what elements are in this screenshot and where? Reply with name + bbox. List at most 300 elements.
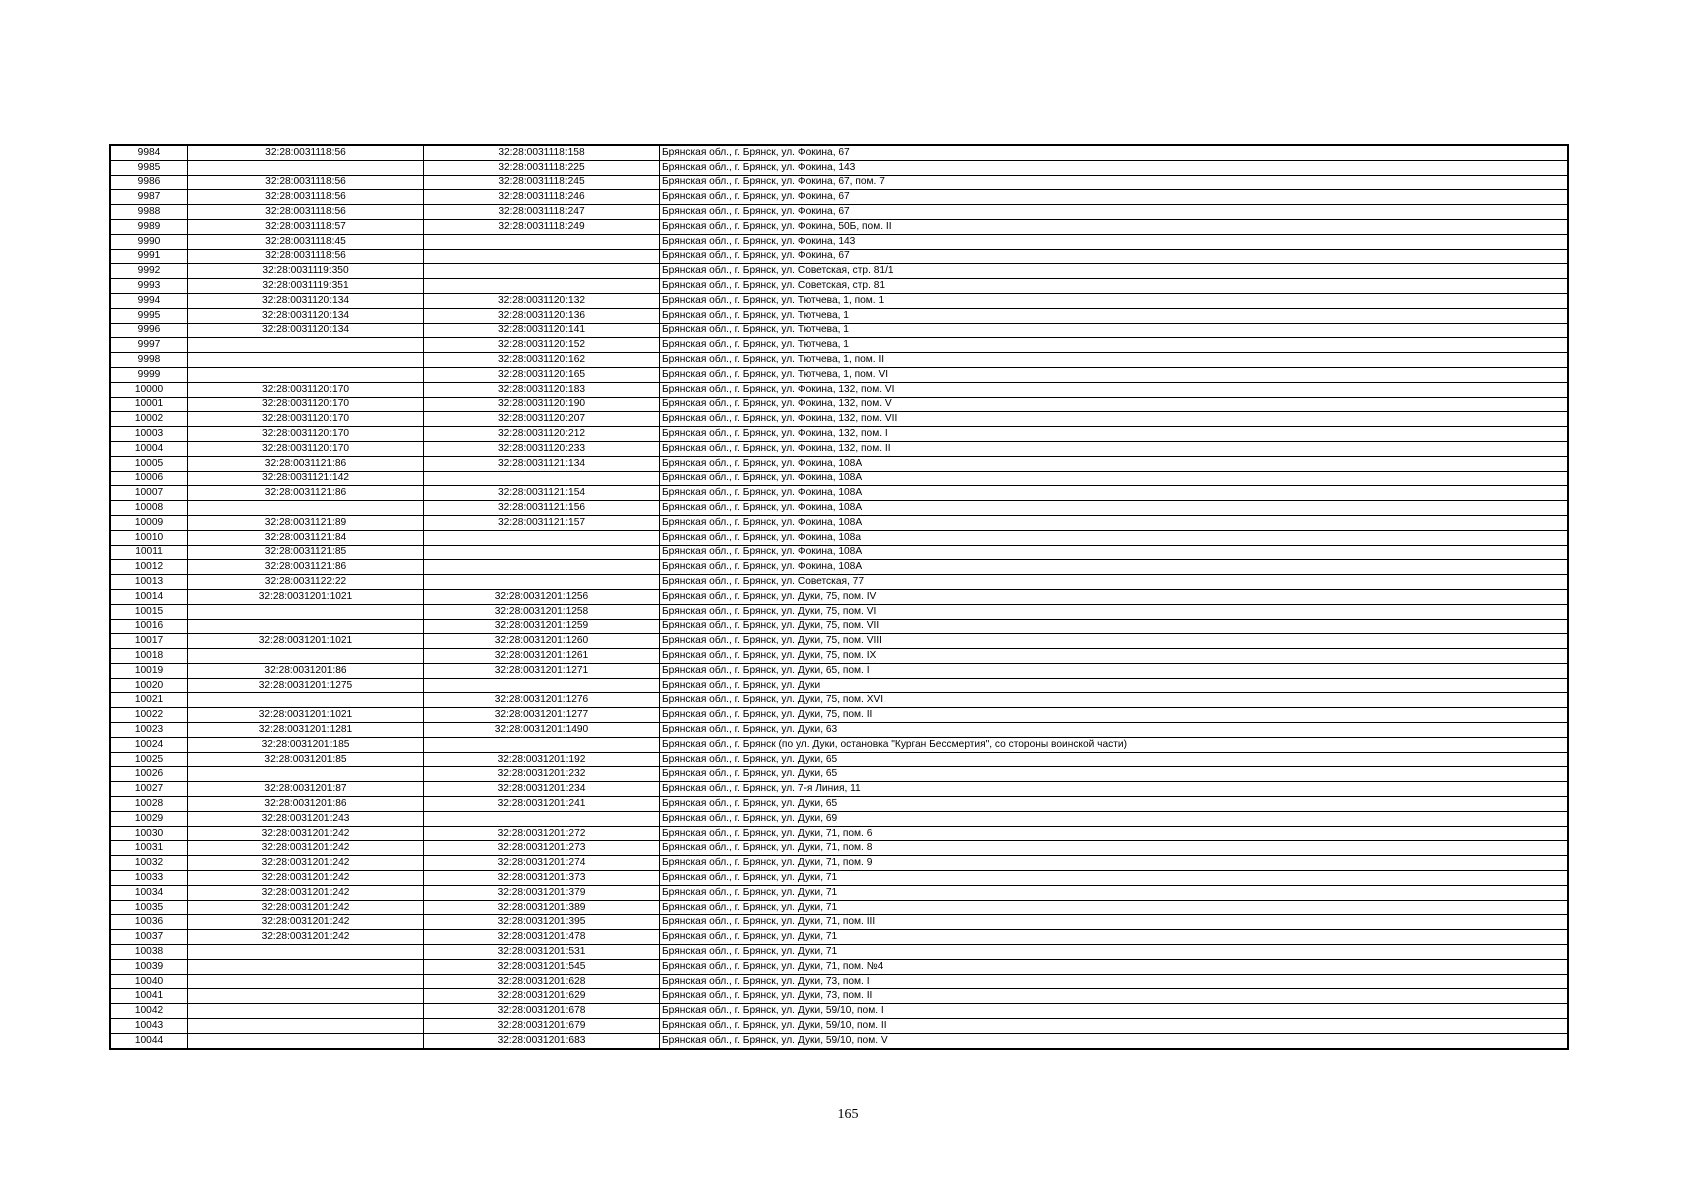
- parcel-number-cell: 32:28:0031121:89: [188, 515, 424, 530]
- row-number-cell: 10039: [110, 959, 188, 974]
- address-cell: Брянская обл., г. Брянск, ул. Фокина, 132, пом. VII: [660, 412, 1569, 427]
- address-cell: Брянская обл., г. Брянск, ул. Тютчева, 1, пом. VI: [660, 367, 1569, 382]
- object-number-cell: 32:28:0031201:274: [424, 856, 660, 871]
- address-cell: Брянская обл., г. Брянск, ул. Фокина, 143: [660, 234, 1569, 249]
- parcel-number-cell: 32:28:0031201:242: [188, 826, 424, 841]
- object-number-cell: 32:28:0031118:246: [424, 190, 660, 205]
- address-cell: Брянская обл., г. Брянск, ул. Фокина, 67, пом. 7: [660, 175, 1569, 190]
- object-number-cell: 32:28:0031121:134: [424, 456, 660, 471]
- object-number-cell: 32:28:0031201:273: [424, 841, 660, 856]
- row-number-cell: 10024: [110, 737, 188, 752]
- row-number-cell: 10043: [110, 1019, 188, 1034]
- parcel-number-cell: [188, 959, 424, 974]
- table-row: [110, 989, 1568, 1004]
- parcel-number-cell: 32:28:0031121:86: [188, 486, 424, 501]
- address-cell: Брянская обл., г. Брянск, ул. Дуки, 75, пом. VI: [660, 604, 1569, 619]
- parcel-number-cell: 32:28:0031118:56: [188, 175, 424, 190]
- table-row: [110, 456, 1568, 471]
- object-number-cell: 32:28:0031201:1258: [424, 604, 660, 619]
- row-number-cell: 10007: [110, 486, 188, 501]
- table-row: [110, 205, 1568, 220]
- object-number-cell: 32:28:0031120:136: [424, 308, 660, 323]
- property-table-body: [110, 145, 1568, 1049]
- object-number-cell: [424, 234, 660, 249]
- row-number-cell: 9998: [110, 353, 188, 368]
- address-cell: Брянская обл., г. Брянск, ул. Фокина, 108А: [660, 471, 1569, 486]
- address-cell: Брянская обл., г. Брянск, ул. Дуки: [660, 678, 1569, 693]
- table-row: [110, 811, 1568, 826]
- address-cell: Брянская обл., г. Брянск, ул. Дуки, 65: [660, 767, 1569, 782]
- row-number-cell: 10000: [110, 382, 188, 397]
- table-row: [110, 885, 1568, 900]
- object-number-cell: 32:28:0031201:679: [424, 1019, 660, 1034]
- address-cell: Брянская обл., г. Брянск, ул. Тютчева, 1, пом. II: [660, 353, 1569, 368]
- object-number-cell: 32:28:0031120:212: [424, 427, 660, 442]
- object-number-cell: 32:28:0031201:373: [424, 871, 660, 886]
- row-number-cell: 9992: [110, 264, 188, 279]
- table-row: [110, 486, 1568, 501]
- table-row: [110, 1004, 1568, 1019]
- page-number: 165: [837, 1107, 859, 1122]
- parcel-number-cell: 32:28:0031118:45: [188, 234, 424, 249]
- row-number-cell: 10027: [110, 782, 188, 797]
- row-number-cell: 10009: [110, 515, 188, 530]
- address-cell: Брянская обл., г. Брянск, ул. Фокина, 67: [660, 205, 1569, 220]
- table-row: [110, 382, 1568, 397]
- row-number-cell: 10033: [110, 871, 188, 886]
- address-cell: Брянская обл., г. Брянск, ул. Фокина, 108а: [660, 530, 1569, 545]
- table-row: [110, 1033, 1568, 1048]
- row-number-cell: 10017: [110, 634, 188, 649]
- row-number-cell: 10021: [110, 693, 188, 708]
- row-number-cell: 10042: [110, 1004, 188, 1019]
- table-row: [110, 663, 1568, 678]
- table-row: [110, 782, 1568, 797]
- parcel-number-cell: 32:28:0031121:86: [188, 456, 424, 471]
- object-number-cell: 32:28:0031201:1260: [424, 634, 660, 649]
- object-number-cell: 32:28:0031120:152: [424, 338, 660, 353]
- address-cell: Брянская обл., г. Брянск, ул. Тютчева, 1, пом. 1: [660, 293, 1569, 308]
- parcel-number-cell: 32:28:0031119:350: [188, 264, 424, 279]
- address-cell: Брянская обл., г. Брянск, ул. Дуки, 75, пом. VIII: [660, 634, 1569, 649]
- parcel-number-cell: 32:28:0031121:85: [188, 545, 424, 560]
- object-number-cell: 32:28:0031118:247: [424, 205, 660, 220]
- address-cell: Брянская обл., г. Брянск (по ул. Дуки, остановка "Курган Бессмертия", со стороны воинской части): [660, 737, 1569, 752]
- parcel-number-cell: [188, 989, 424, 1004]
- address-cell: Брянская обл., г. Брянск, ул. Дуки, 75, пом. XVI: [660, 693, 1569, 708]
- table-row: [110, 412, 1568, 427]
- address-cell: Брянская обл., г. Брянск, ул. Дуки, 73, пом. I: [660, 974, 1569, 989]
- address-cell: Брянская обл., г. Брянск, ул. Фокина, 67: [660, 145, 1569, 160]
- table-row: [110, 234, 1568, 249]
- address-cell: Брянская обл., г. Брянск, ул. Фокина, 132, пом. V: [660, 397, 1569, 412]
- table-row: [110, 545, 1568, 560]
- row-number-cell: 10026: [110, 767, 188, 782]
- address-cell: Брянская обл., г. Брянск, ул. Дуки, 65, пом. I: [660, 663, 1569, 678]
- table-row: [110, 604, 1568, 619]
- row-number-cell: 10005: [110, 456, 188, 471]
- address-cell: Брянская обл., г. Брянск, ул. Дуки, 75, пом. IX: [660, 649, 1569, 664]
- table-row: [110, 575, 1568, 590]
- row-number-cell: 10030: [110, 826, 188, 841]
- parcel-number-cell: 32:28:0031118:57: [188, 219, 424, 234]
- table-row: [110, 930, 1568, 945]
- object-number-cell: 32:28:0031201:1490: [424, 723, 660, 738]
- table-row: [110, 175, 1568, 190]
- object-number-cell: [424, 545, 660, 560]
- parcel-number-cell: [188, 693, 424, 708]
- parcel-number-cell: [188, 649, 424, 664]
- property-table: [109, 144, 1569, 1050]
- table-row: [110, 589, 1568, 604]
- address-cell: Брянская обл., г. Брянск, ул. Дуки, 71, пом. №4: [660, 959, 1569, 974]
- row-number-cell: 10044: [110, 1033, 188, 1048]
- table-row: [110, 649, 1568, 664]
- table-row: [110, 279, 1568, 294]
- object-number-cell: 32:28:0031201:1256: [424, 589, 660, 604]
- row-number-cell: 10040: [110, 974, 188, 989]
- table-row: [110, 190, 1568, 205]
- object-number-cell: 32:28:0031201:272: [424, 826, 660, 841]
- object-number-cell: 32:28:0031201:628: [424, 974, 660, 989]
- object-number-cell: 32:28:0031120:183: [424, 382, 660, 397]
- address-cell: Брянская обл., г. Брянск, ул. 7-я Линия, 11: [660, 782, 1569, 797]
- table-row: [110, 708, 1568, 723]
- parcel-number-cell: 32:28:0031120:170: [188, 397, 424, 412]
- parcel-number-cell: 32:28:0031201:242: [188, 915, 424, 930]
- row-number-cell: 10004: [110, 441, 188, 456]
- parcel-number-cell: 32:28:0031120:134: [188, 323, 424, 338]
- row-number-cell: 9999: [110, 367, 188, 382]
- address-cell: Брянская обл., г. Брянск, ул. Дуки, 59/10, пом. I: [660, 1004, 1569, 1019]
- object-number-cell: 32:28:0031118:225: [424, 160, 660, 175]
- object-number-cell: 32:28:0031120:165: [424, 367, 660, 382]
- table-row: [110, 841, 1568, 856]
- address-cell: Брянская обл., г. Брянск, ул. Фокина, 132, пом. II: [660, 441, 1569, 456]
- table-row: [110, 530, 1568, 545]
- table-row: [110, 826, 1568, 841]
- table-row: [110, 797, 1568, 812]
- table-row: [110, 145, 1568, 160]
- table-row: [110, 249, 1568, 264]
- address-cell: Брянская обл., г. Брянск, ул. Дуки, 69: [660, 811, 1569, 826]
- row-number-cell: 10016: [110, 619, 188, 634]
- row-number-cell: 10036: [110, 915, 188, 930]
- object-number-cell: 32:28:0031120:233: [424, 441, 660, 456]
- parcel-number-cell: [188, 1019, 424, 1034]
- parcel-number-cell: 32:28:0031118:56: [188, 205, 424, 220]
- parcel-number-cell: 32:28:0031201:242: [188, 841, 424, 856]
- parcel-number-cell: [188, 160, 424, 175]
- address-cell: Брянская обл., г. Брянск, ул. Дуки, 65: [660, 797, 1569, 812]
- address-cell: Брянская обл., г. Брянск, ул. Дуки, 73, пом. II: [660, 989, 1569, 1004]
- address-cell: Брянская обл., г. Брянск, ул. Фокина, 132, пом. VI: [660, 382, 1569, 397]
- parcel-number-cell: [188, 353, 424, 368]
- row-number-cell: 10012: [110, 560, 188, 575]
- row-number-cell: 9996: [110, 323, 188, 338]
- row-number-cell: 10010: [110, 530, 188, 545]
- address-cell: Брянская обл., г. Брянск, ул. Дуки, 75, пом. VII: [660, 619, 1569, 634]
- row-number-cell: 10011: [110, 545, 188, 560]
- parcel-number-cell: 32:28:0031201:86: [188, 663, 424, 678]
- row-number-cell: 10034: [110, 885, 188, 900]
- parcel-number-cell: 32:28:0031201:87: [188, 782, 424, 797]
- address-cell: Брянская обл., г. Брянск, ул. Фокина, 108А: [660, 456, 1569, 471]
- table-row: [110, 427, 1568, 442]
- parcel-number-cell: 32:28:0031118:56: [188, 249, 424, 264]
- parcel-number-cell: 32:28:0031201:1021: [188, 634, 424, 649]
- table-row: [110, 264, 1568, 279]
- object-number-cell: [424, 560, 660, 575]
- table-row: [110, 767, 1568, 782]
- object-number-cell: 32:28:0031121:156: [424, 501, 660, 516]
- object-number-cell: 32:28:0031121:154: [424, 486, 660, 501]
- object-number-cell: 32:28:0031201:678: [424, 1004, 660, 1019]
- table-row: [110, 634, 1568, 649]
- object-number-cell: [424, 471, 660, 486]
- object-number-cell: 32:28:0031120:141: [424, 323, 660, 338]
- parcel-number-cell: 32:28:0031122:22: [188, 575, 424, 590]
- parcel-number-cell: 32:28:0031201:1275: [188, 678, 424, 693]
- table-row: [110, 323, 1568, 338]
- table-row: [110, 1019, 1568, 1034]
- row-number-cell: 10029: [110, 811, 188, 826]
- object-number-cell: [424, 264, 660, 279]
- table-row: [110, 915, 1568, 930]
- table-row: [110, 441, 1568, 456]
- address-cell: Брянская обл., г. Брянск, ул. Дуки, 63: [660, 723, 1569, 738]
- parcel-number-cell: 32:28:0031201:242: [188, 871, 424, 886]
- row-number-cell: 9997: [110, 338, 188, 353]
- object-number-cell: 32:28:0031201:1271: [424, 663, 660, 678]
- object-number-cell: 32:28:0031120:132: [424, 293, 660, 308]
- table-row: [110, 367, 1568, 382]
- parcel-number-cell: 32:28:0031201:85: [188, 752, 424, 767]
- object-number-cell: 32:28:0031201:1259: [424, 619, 660, 634]
- row-number-cell: 10006: [110, 471, 188, 486]
- address-cell: Брянская обл., г. Брянск, ул. Фокина, 132, пом. I: [660, 427, 1569, 442]
- object-number-cell: 32:28:0031201:683: [424, 1033, 660, 1048]
- row-number-cell: 9990: [110, 234, 188, 249]
- address-cell: Брянская обл., г. Брянск, ул. Фокина, 108А: [660, 545, 1569, 560]
- table-row: [110, 308, 1568, 323]
- address-cell: Брянская обл., г. Брянск, ул. Дуки, 59/10, пом. V: [660, 1033, 1569, 1048]
- row-number-cell: 10019: [110, 663, 188, 678]
- table-row: [110, 219, 1568, 234]
- row-number-cell: 10002: [110, 412, 188, 427]
- table-row: [110, 293, 1568, 308]
- table-row: [110, 560, 1568, 575]
- object-number-cell: 32:28:0031201:234: [424, 782, 660, 797]
- row-number-cell: 10020: [110, 678, 188, 693]
- address-cell: Брянская обл., г. Брянск, ул. Тютчева, 1: [660, 338, 1569, 353]
- parcel-number-cell: 32:28:0031121:86: [188, 560, 424, 575]
- row-number-cell: 9991: [110, 249, 188, 264]
- parcel-number-cell: 32:28:0031201:1021: [188, 589, 424, 604]
- address-cell: Брянская обл., г. Брянск, ул. Дуки, 71: [660, 945, 1569, 960]
- address-cell: Брянская обл., г. Брянск, ул. Дуки, 71: [660, 900, 1569, 915]
- object-number-cell: [424, 530, 660, 545]
- object-number-cell: [424, 249, 660, 264]
- table-row: [110, 501, 1568, 516]
- object-number-cell: 32:28:0031120:162: [424, 353, 660, 368]
- address-cell: Брянская обл., г. Брянск, ул. Дуки, 71: [660, 885, 1569, 900]
- object-number-cell: 32:28:0031201:545: [424, 959, 660, 974]
- address-cell: Брянская обл., г. Брянск, ул. Фокина, 108А: [660, 486, 1569, 501]
- parcel-number-cell: 32:28:0031120:134: [188, 308, 424, 323]
- object-number-cell: 32:28:0031201:389: [424, 900, 660, 915]
- object-number-cell: 32:28:0031201:379: [424, 885, 660, 900]
- parcel-number-cell: 32:28:0031201:242: [188, 900, 424, 915]
- row-number-cell: 9995: [110, 308, 188, 323]
- address-cell: Брянская обл., г. Брянск, ул. Дуки, 71: [660, 930, 1569, 945]
- parcel-number-cell: 32:28:0031118:56: [188, 145, 424, 160]
- parcel-number-cell: 32:28:0031120:170: [188, 382, 424, 397]
- parcel-number-cell: 32:28:0031121:84: [188, 530, 424, 545]
- table-row: [110, 338, 1568, 353]
- object-number-cell: 32:28:0031201:232: [424, 767, 660, 782]
- address-cell: Брянская обл., г. Брянск, ул. Дуки, 75, пом. IV: [660, 589, 1569, 604]
- object-number-cell: 32:28:0031201:192: [424, 752, 660, 767]
- row-number-cell: 10041: [110, 989, 188, 1004]
- row-number-cell: 9987: [110, 190, 188, 205]
- parcel-number-cell: 32:28:0031120:170: [188, 412, 424, 427]
- row-number-cell: 10031: [110, 841, 188, 856]
- table-row: [110, 737, 1568, 752]
- row-number-cell: 10003: [110, 427, 188, 442]
- row-number-cell: 10028: [110, 797, 188, 812]
- row-number-cell: 10037: [110, 930, 188, 945]
- address-cell: Брянская обл., г. Брянск, ул. Фокина, 108А: [660, 501, 1569, 516]
- row-number-cell: 10001: [110, 397, 188, 412]
- table-row: [110, 900, 1568, 915]
- row-number-cell: 10015: [110, 604, 188, 619]
- parcel-number-cell: [188, 367, 424, 382]
- parcel-number-cell: 32:28:0031201:1281: [188, 723, 424, 738]
- address-cell: Брянская обл., г. Брянск, ул. Фокина, 108А: [660, 515, 1569, 530]
- parcel-number-cell: 32:28:0031201:1021: [188, 708, 424, 723]
- table-row: [110, 959, 1568, 974]
- object-number-cell: 32:28:0031120:190: [424, 397, 660, 412]
- parcel-number-cell: [188, 619, 424, 634]
- table-row: [110, 693, 1568, 708]
- object-number-cell: [424, 678, 660, 693]
- table-row: [110, 397, 1568, 412]
- parcel-number-cell: 32:28:0031201:242: [188, 930, 424, 945]
- parcel-number-cell: 32:28:0031121:142: [188, 471, 424, 486]
- object-number-cell: 32:28:0031201:241: [424, 797, 660, 812]
- object-number-cell: 32:28:0031201:1261: [424, 649, 660, 664]
- object-number-cell: [424, 737, 660, 752]
- table-row: [110, 515, 1568, 530]
- address-cell: Брянская обл., г. Брянск, ул. Дуки, 71: [660, 871, 1569, 886]
- address-cell: Брянская обл., г. Брянск, ул. Советская, стр. 81: [660, 279, 1569, 294]
- address-cell: Брянская обл., г. Брянск, ул. Дуки, 71, пом. 9: [660, 856, 1569, 871]
- parcel-number-cell: 32:28:0031201:242: [188, 856, 424, 871]
- parcel-number-cell: 32:28:0031201:243: [188, 811, 424, 826]
- row-number-cell: 10013: [110, 575, 188, 590]
- parcel-number-cell: [188, 1004, 424, 1019]
- row-number-cell: 10022: [110, 708, 188, 723]
- parcel-number-cell: 32:28:0031120:134: [188, 293, 424, 308]
- row-number-cell: 9993: [110, 279, 188, 294]
- table-row: [110, 945, 1568, 960]
- parcel-number-cell: 32:28:0031201:185: [188, 737, 424, 752]
- table-row: [110, 678, 1568, 693]
- row-number-cell: 9988: [110, 205, 188, 220]
- address-cell: Брянская обл., г. Брянск, ул. Фокина, 143: [660, 160, 1569, 175]
- parcel-number-cell: [188, 338, 424, 353]
- parcel-number-cell: [188, 501, 424, 516]
- address-cell: Брянская обл., г. Брянск, ул. Дуки, 71, пом. 8: [660, 841, 1569, 856]
- row-number-cell: 9986: [110, 175, 188, 190]
- object-number-cell: 32:28:0031120:207: [424, 412, 660, 427]
- table-row: [110, 871, 1568, 886]
- parcel-number-cell: [188, 767, 424, 782]
- table-row: [110, 752, 1568, 767]
- object-number-cell: 32:28:0031118:249: [424, 219, 660, 234]
- table-row: [110, 353, 1568, 368]
- object-number-cell: 32:28:0031201:629: [424, 989, 660, 1004]
- table-row: [110, 856, 1568, 871]
- row-number-cell: 10038: [110, 945, 188, 960]
- object-number-cell: 32:28:0031121:157: [424, 515, 660, 530]
- row-number-cell: 9984: [110, 145, 188, 160]
- object-number-cell: [424, 575, 660, 590]
- parcel-number-cell: 32:28:0031118:56: [188, 190, 424, 205]
- address-cell: Брянская обл., г. Брянск, ул. Дуки, 75, пом. II: [660, 708, 1569, 723]
- object-number-cell: 32:28:0031201:478: [424, 930, 660, 945]
- parcel-number-cell: 32:28:0031201:242: [188, 885, 424, 900]
- row-number-cell: 10018: [110, 649, 188, 664]
- row-number-cell: 10023: [110, 723, 188, 738]
- address-cell: Брянская обл., г. Брянск, ул. Фокина, 67: [660, 249, 1569, 264]
- row-number-cell: 10008: [110, 501, 188, 516]
- address-cell: Брянская обл., г. Брянск, ул. Дуки, 71, пом. III: [660, 915, 1569, 930]
- row-number-cell: 9989: [110, 219, 188, 234]
- object-number-cell: 32:28:0031201:531: [424, 945, 660, 960]
- address-cell: Брянская обл., г. Брянск, ул. Фокина, 67: [660, 190, 1569, 205]
- row-number-cell: 9994: [110, 293, 188, 308]
- object-number-cell: 32:28:0031118:158: [424, 145, 660, 160]
- parcel-number-cell: [188, 1033, 424, 1048]
- row-number-cell: 10032: [110, 856, 188, 871]
- parcel-number-cell: 32:28:0031120:170: [188, 427, 424, 442]
- address-cell: Брянская обл., г. Брянск, ул. Дуки, 71, пом. 6: [660, 826, 1569, 841]
- address-cell: Брянская обл., г. Брянск, ул. Тютчева, 1: [660, 323, 1569, 338]
- table-row: [110, 471, 1568, 486]
- parcel-number-cell: [188, 604, 424, 619]
- address-cell: Брянская обл., г. Брянск, ул. Советская, стр. 81/1: [660, 264, 1569, 279]
- address-cell: Брянская обл., г. Брянск, ул. Фокина, 108А: [660, 560, 1569, 575]
- table-row: [110, 723, 1568, 738]
- object-number-cell: 32:28:0031201:1277: [424, 708, 660, 723]
- row-number-cell: 10035: [110, 900, 188, 915]
- table-row: [110, 619, 1568, 634]
- object-number-cell: [424, 279, 660, 294]
- address-cell: Брянская обл., г. Брянск, ул. Советская, 77: [660, 575, 1569, 590]
- address-cell: Брянская обл., г. Брянск, ул. Дуки, 65: [660, 752, 1569, 767]
- row-number-cell: 9985: [110, 160, 188, 175]
- table-row: [110, 160, 1568, 175]
- parcel-number-cell: [188, 945, 424, 960]
- address-cell: Брянская обл., г. Брянск, ул. Тютчева, 1: [660, 308, 1569, 323]
- row-number-cell: 10014: [110, 589, 188, 604]
- row-number-cell: 10025: [110, 752, 188, 767]
- parcel-number-cell: 32:28:0031120:170: [188, 441, 424, 456]
- object-number-cell: [424, 811, 660, 826]
- object-number-cell: 32:28:0031201:395: [424, 915, 660, 930]
